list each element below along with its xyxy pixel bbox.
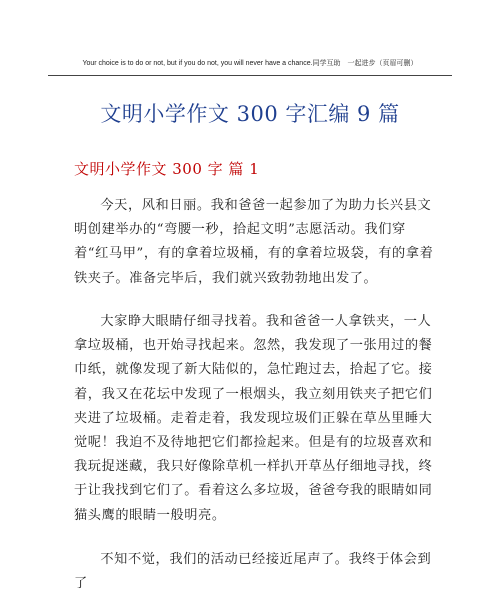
page-header: Your choice is to do or not, but if you do not, you will never have a chance.同学互助 一起进步（页眉可删） <box>82 60 418 67</box>
paragraph: 今天，风和日丽。我和爸爸一起参加了为助力长兴县文明创建举办的“弯腰一秒，拾起文明”志愿活动。我们穿着“红马甲”，有的拿着垃圾桶，有的拿着垃圾袋，有的拿着铁夹子。准备完毕后，我们就兴致勃勃地出发了。 <box>74 198 434 286</box>
paragraph: 不知不觉，我们的活动已经接近尾声了。我终于体会到了 <box>74 552 432 592</box>
paragraph: 大家睁大眼睛仔细寻找着。我和爸爸一人拿铁夹，一人拿垃圾桶，也开始寻找起来。忽然，我发现了一张用过的餐巾纸，就像发现了新大陆似的，急忙跑过去，拾起了它。接着，我又在花坛中发现了一根烟头，我立刻用铁夹子把它们夹进了垃圾桶。走着走着，我发现垃圾们正躲在草丛里睡大觉呢！我迫不及待地把它们都捡起来。但是有的垃圾喜欢和我玩捉迷藏，我只好像除草机一样扒开草丛仔细地寻找，终于让我找到它们了。看着这么多垃圾，爸爸夸我的眼睛如同猫头鹰的眼睛一般明亮。 <box>74 314 433 523</box>
section-heading: 文明小学作文 300 字 篇 1 <box>74 160 260 178</box>
document-title: 文明小学作文 300 字汇编 9 篇 <box>100 102 400 126</box>
header-divider <box>48 75 452 76</box>
